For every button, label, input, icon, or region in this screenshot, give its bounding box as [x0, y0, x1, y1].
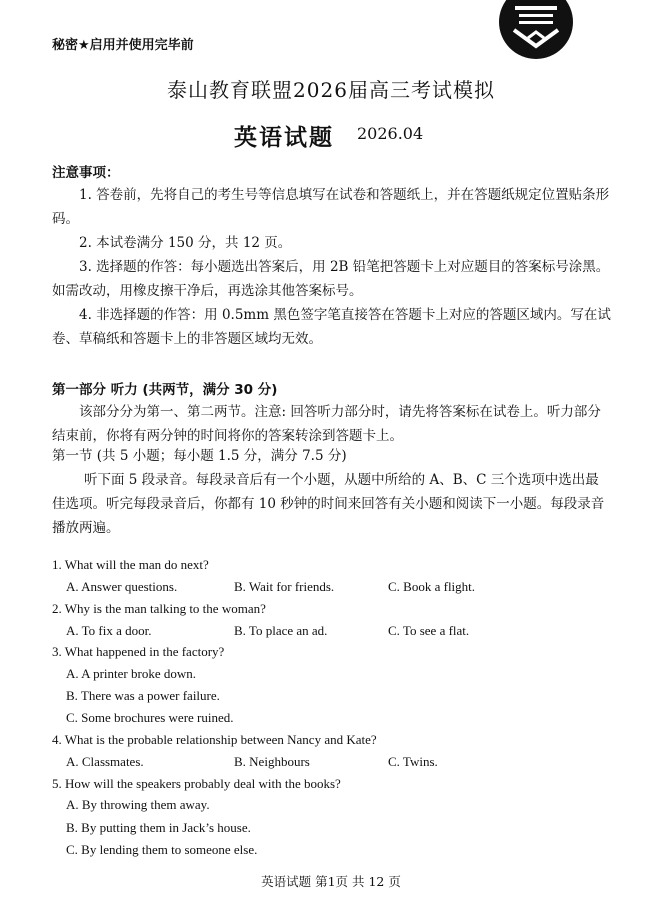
question-2-option-b: B. To place an ad. [234, 623, 328, 638]
question-4-option-b: B. Neighbours [234, 754, 310, 769]
question-2-option-c: C. To see a flat. [388, 623, 470, 638]
question-1-stem: 1. What will the man do next? [52, 557, 209, 572]
note-item-2: 2. 本试卷满分 150 分，共 12 页。 [79, 235, 292, 251]
question-3-stem: 3. What happened in the factory? [52, 644, 225, 659]
question-5-option-c: C. By lending them to someone else. [66, 842, 258, 857]
question-2-option-a: A. To fix a door. [66, 623, 152, 638]
question-3-option-a: A. A printer broke down. [66, 666, 196, 681]
question-3-option-c: C. Some brochures were ruined. [66, 710, 234, 725]
question-1-option-c: C. Book a flight. [388, 579, 476, 594]
question-5-stem: 5. How will the speakers probably deal with the books? [52, 776, 341, 791]
question-3-option-b: B. There was a power failure. [66, 688, 220, 703]
question-4-option-c: C. Twins. [388, 754, 438, 769]
page-footer: 英语试题 第1页 共 12 页 [261, 874, 401, 889]
question-4-option-a: A. Classmates. [66, 754, 144, 769]
section1-intro: 听下面 5 段录音。每段录音后有一个小题，从题中所给的 A、B、C 三个选项中选出最佳选项。听完每段录音后，你都有 10 秒钟的时间来回答有关小题和阅读下一小题。每段录音播放两遍。 [52, 472, 605, 536]
question-4-stem: 4. What is the probable relationship between Nancy and Kate? [52, 732, 377, 747]
question-5-option-a: A. By throwing them away. [66, 797, 210, 812]
note-item-1: 1. 答卷前，先将自己的考生号等信息填写在试卷和答题纸上，并在答题纸规定位置贴条形码。 [52, 187, 610, 227]
confidential-label: 秘密★启用并使用完毕前 [52, 38, 194, 53]
subject-title: 英语试题 [234, 125, 334, 151]
section1-heading: 第一节 (共 5 小题；每小题 1.5 分，满分 7.5 分) [52, 448, 347, 464]
part1-intro: 该部分分为第一、第二两节。注意: 回答听力部分时，请先将答案标在试卷上。听力部分结束前，你将有两分钟的时间将你的答案转涂到答题卡上。 [52, 404, 601, 444]
exam-logo-icon [495, 0, 577, 60]
note-item-4: 4. 非选择题的作答：用 0.5mm 黑色签字笔直接答在答题卡上对应的答题区域内。写在试卷、草稿纸和答题卡上的非答题区域均无效。 [52, 307, 611, 347]
exam-title: 泰山教育联盟2026届高三考试模拟 [167, 78, 495, 102]
question-2-stem: 2. Why is the man talking to the woman? [52, 601, 266, 616]
note-item-3: 3. 选择题的作答：每小题选出答案后，用 2B 铅笔把答题卡上对应题目的答案标号涂黑。如需改动，用橡皮擦干净后，再选涂其他答案标号。 [52, 259, 610, 299]
question-1-option-b: B. Wait for friends. [234, 579, 335, 594]
question-5-option-b: B. By putting them in Jack’s house. [66, 820, 251, 835]
question-1-option-a: A. Answer questions. [66, 579, 178, 594]
part1-heading: 第一部分 听力 (共两节，满分 30 分) [52, 382, 278, 398]
notes-heading: 注意事项： [52, 165, 120, 181]
exam-date: 2026.04 [357, 124, 424, 143]
